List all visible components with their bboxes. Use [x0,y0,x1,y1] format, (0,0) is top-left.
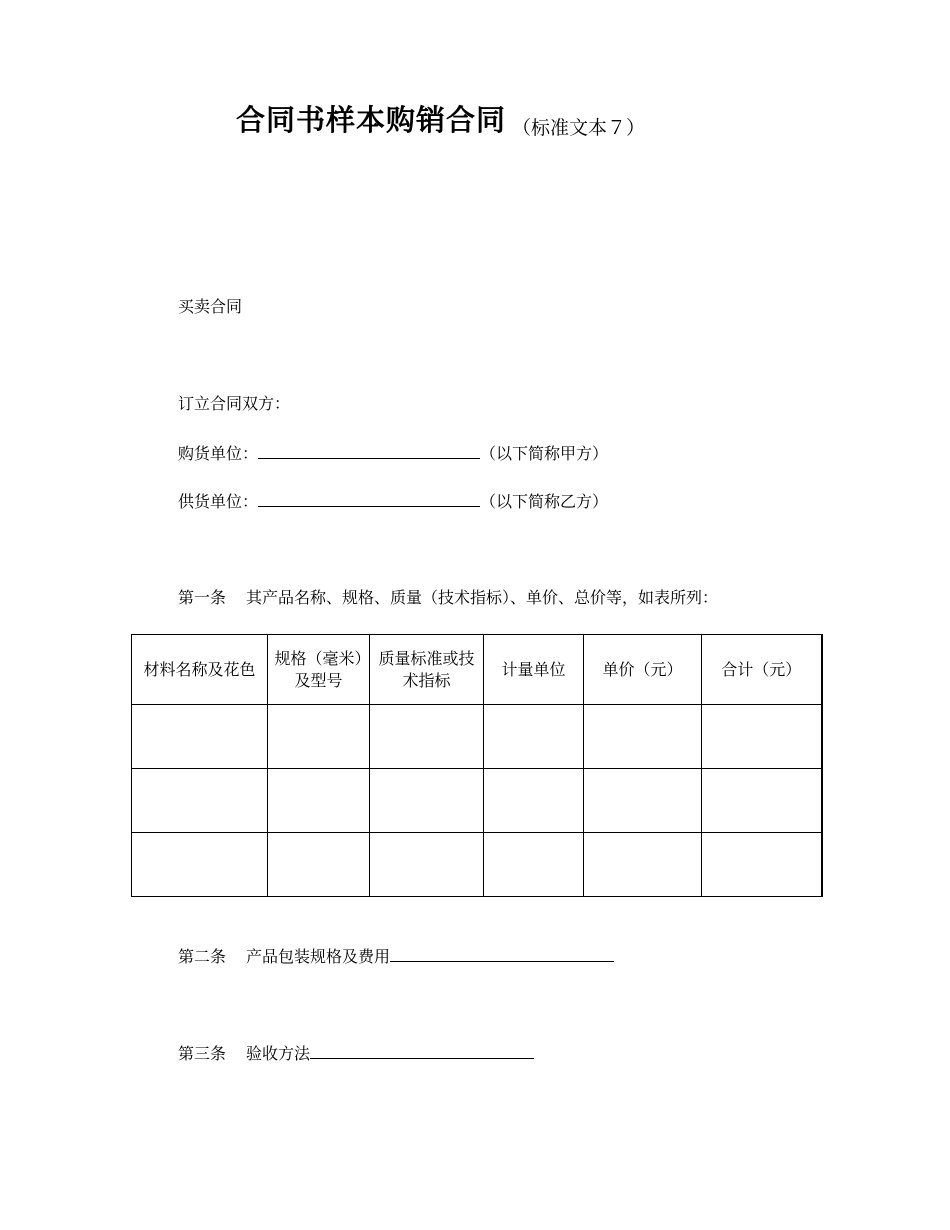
table-cell[interactable] [370,833,484,897]
contract-type: 买卖合同 [178,297,243,316]
article-2-number: 第二条 [178,947,227,966]
buyer-suffix: （以下简称甲方） [480,444,609,463]
table-cell[interactable] [268,833,370,897]
seller-line [178,490,608,512]
table-row [132,833,822,897]
table-cell[interactable] [484,833,584,897]
table-cell[interactable] [584,769,702,833]
product-spec-table [131,634,823,897]
table-cell[interactable] [370,705,484,769]
table-cell[interactable] [484,769,584,833]
title-row [236,98,645,139]
article-1 [178,588,718,608]
table-cell[interactable] [702,769,822,833]
article-3-text: 验收方法 [246,1044,311,1063]
table-cell[interactable] [702,705,822,769]
seller-input-blank[interactable] [258,490,480,507]
table-cell[interactable] [584,705,702,769]
table-cell[interactable] [584,833,702,897]
buyer-line [178,442,608,464]
article-1-text: 其产品名称、规格、质量（技术指标）、单价、总价等，如表所列： [246,588,719,607]
header-quality-standard: 质量标准或技术指标 [370,635,484,705]
article-2-text: 产品包装规格及费用 [246,947,391,966]
header-total: 合计（元） [702,635,822,705]
article-3 [178,1042,534,1064]
buyer-input-blank[interactable] [258,442,480,459]
header-material-name: 材料名称及花色 [132,635,268,705]
table-cell[interactable] [702,833,822,897]
document-subtitle: （标准文本７） [512,117,646,139]
table-cell[interactable] [132,833,268,897]
parties-heading: 订立合同双方： [178,394,291,413]
table-cell[interactable] [268,769,370,833]
inspection-input-blank[interactable] [310,1042,534,1059]
table-cell[interactable] [370,769,484,833]
table-cell[interactable] [132,705,268,769]
seller-suffix: （以下简称乙方） [480,492,609,511]
article-2 [178,945,614,967]
buyer-label: 购货单位： [178,444,259,463]
table-row [132,769,822,833]
table-cell[interactable] [268,705,370,769]
table-cell[interactable] [132,769,268,833]
packaging-input-blank[interactable] [390,945,614,962]
table-row [132,705,822,769]
article-1-number: 第一条 [178,588,227,607]
seller-label: 供货单位： [178,492,259,511]
document-title: 合同书样本购销合同 [236,103,507,137]
article-3-number: 第三条 [178,1044,227,1063]
header-unit-price: 单价（元） [584,635,702,705]
table-header-row [132,635,822,705]
table-cell[interactable] [484,705,584,769]
header-spec-model: 规格（毫米）及型号 [268,635,370,705]
header-unit: 计量单位 [484,635,584,705]
